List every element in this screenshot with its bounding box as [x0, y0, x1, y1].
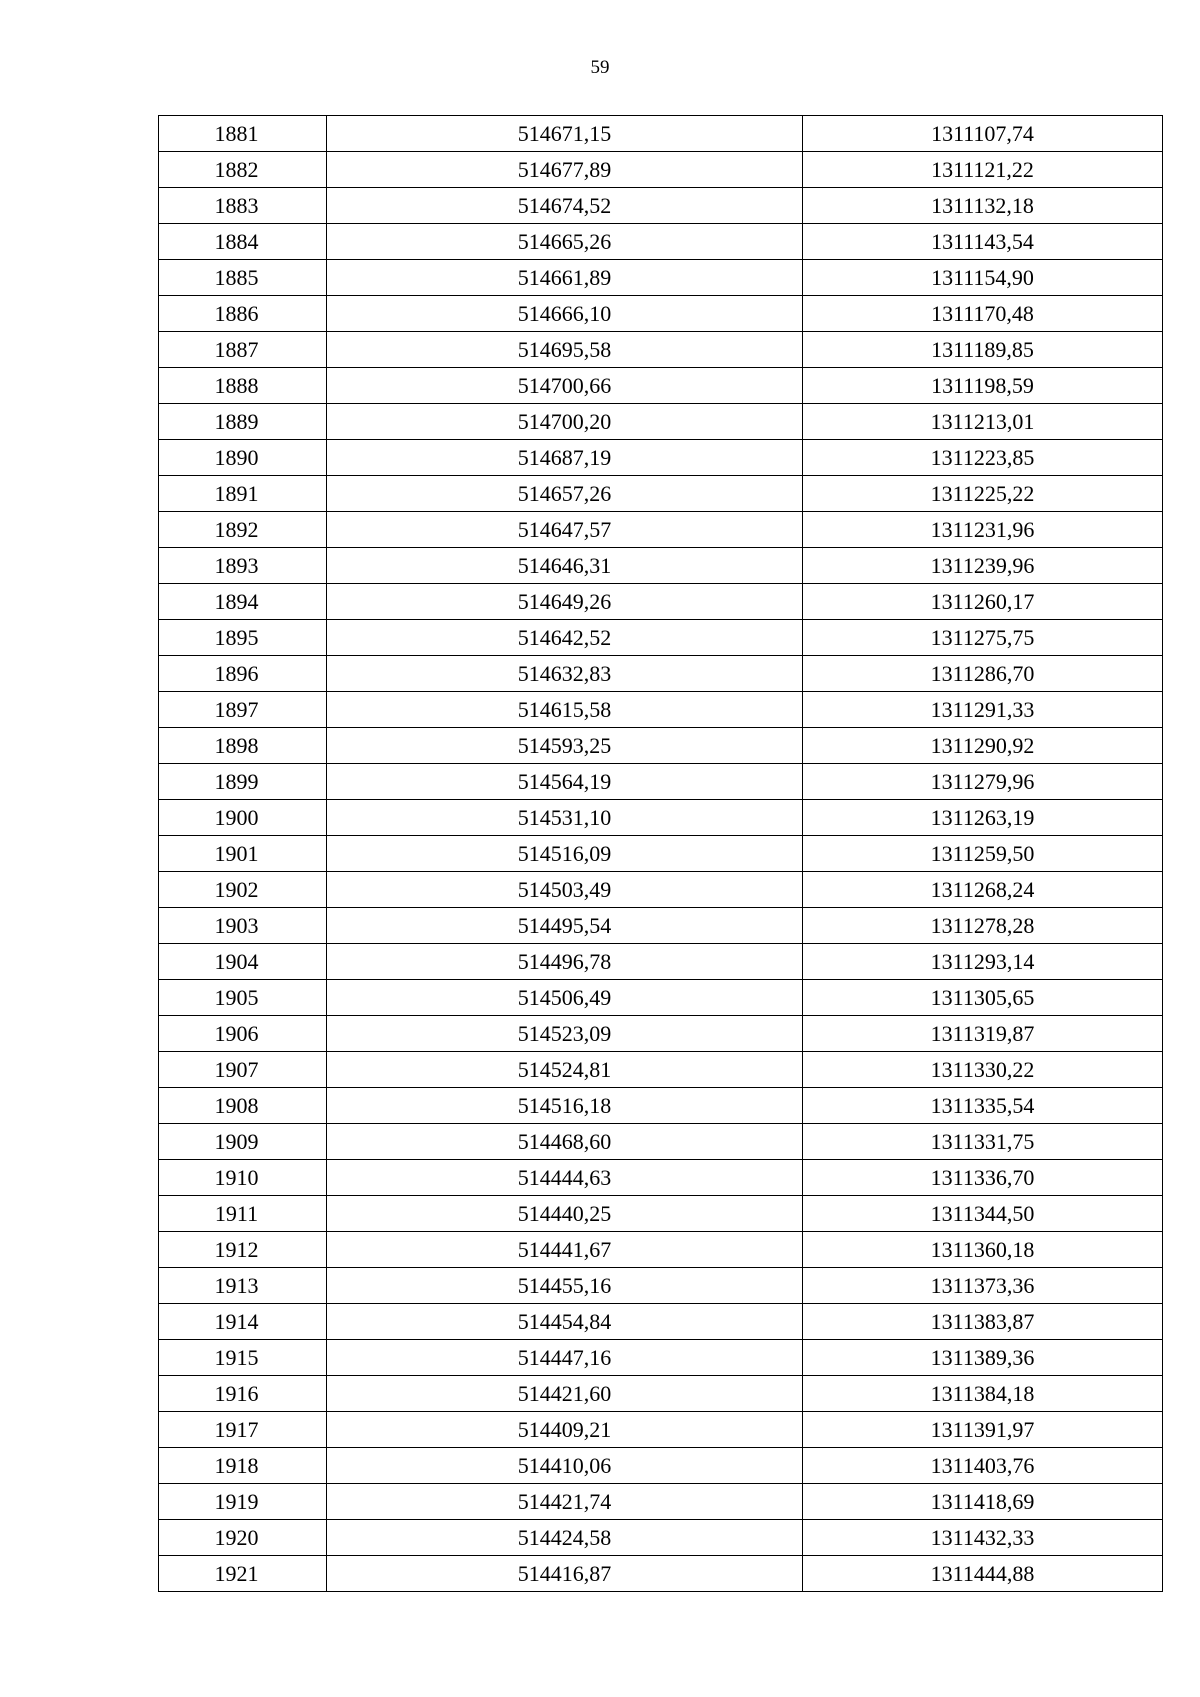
x-coordinate-cell: 514671,15 [327, 116, 803, 152]
y-coordinate-cell: 1311239,96 [803, 548, 1163, 584]
point-number-cell: 1908 [159, 1088, 327, 1124]
point-number-cell: 1899 [159, 764, 327, 800]
point-number-cell: 1919 [159, 1484, 327, 1520]
y-coordinate-cell: 1311279,96 [803, 764, 1163, 800]
table-row [159, 1340, 1163, 1376]
table-row [159, 476, 1163, 512]
table-row [159, 1088, 1163, 1124]
point-number-cell: 1896 [159, 656, 327, 692]
y-coordinate-cell: 1311143,54 [803, 224, 1163, 260]
x-coordinate-cell: 514647,57 [327, 512, 803, 548]
y-coordinate-cell: 1311263,19 [803, 800, 1163, 836]
coordinates-table [158, 115, 1163, 1592]
x-coordinate-cell: 514677,89 [327, 152, 803, 188]
y-coordinate-cell: 1311278,28 [803, 908, 1163, 944]
y-coordinate-cell: 1311290,92 [803, 728, 1163, 764]
y-coordinate-cell: 1311360,18 [803, 1232, 1163, 1268]
point-number-cell: 1890 [159, 440, 327, 476]
point-number-cell: 1897 [159, 692, 327, 728]
table-row [159, 872, 1163, 908]
x-coordinate-cell: 514661,89 [327, 260, 803, 296]
x-coordinate-cell: 514495,54 [327, 908, 803, 944]
table-row [159, 224, 1163, 260]
y-coordinate-cell: 1311403,76 [803, 1448, 1163, 1484]
x-coordinate-cell: 514447,16 [327, 1340, 803, 1376]
x-coordinate-cell: 514440,25 [327, 1196, 803, 1232]
point-number-cell: 1905 [159, 980, 327, 1016]
table-row [159, 584, 1163, 620]
x-coordinate-cell: 514516,09 [327, 836, 803, 872]
table-row [159, 1124, 1163, 1160]
y-coordinate-cell: 1311384,18 [803, 1376, 1163, 1412]
y-coordinate-cell: 1311223,85 [803, 440, 1163, 476]
x-coordinate-cell: 514506,49 [327, 980, 803, 1016]
y-coordinate-cell: 1311383,87 [803, 1304, 1163, 1340]
y-coordinate-cell: 1311344,50 [803, 1196, 1163, 1232]
y-coordinate-cell: 1311330,22 [803, 1052, 1163, 1088]
y-coordinate-cell: 1311275,75 [803, 620, 1163, 656]
y-coordinate-cell: 1311198,59 [803, 368, 1163, 404]
x-coordinate-cell: 514424,58 [327, 1520, 803, 1556]
y-coordinate-cell: 1311225,22 [803, 476, 1163, 512]
y-coordinate-cell: 1311335,54 [803, 1088, 1163, 1124]
x-coordinate-cell: 514674,52 [327, 188, 803, 224]
point-number-cell: 1884 [159, 224, 327, 260]
table-row [159, 1448, 1163, 1484]
point-number-cell: 1883 [159, 188, 327, 224]
y-coordinate-cell: 1311373,36 [803, 1268, 1163, 1304]
x-coordinate-cell: 514454,84 [327, 1304, 803, 1340]
x-coordinate-cell: 514666,10 [327, 296, 803, 332]
page-number: 59 [590, 57, 610, 78]
x-coordinate-cell: 514421,74 [327, 1484, 803, 1520]
table-row [159, 1412, 1163, 1448]
table-row [159, 260, 1163, 296]
x-coordinate-cell: 514410,06 [327, 1448, 803, 1484]
point-number-cell: 1893 [159, 548, 327, 584]
point-number-cell: 1886 [159, 296, 327, 332]
table-row [159, 692, 1163, 728]
coordinates-table-body [159, 116, 1163, 1592]
table-row [159, 1052, 1163, 1088]
y-coordinate-cell: 1311170,48 [803, 296, 1163, 332]
x-coordinate-cell: 514665,26 [327, 224, 803, 260]
y-coordinate-cell: 1311213,01 [803, 404, 1163, 440]
point-number-cell: 1916 [159, 1376, 327, 1412]
table-row [159, 332, 1163, 368]
table-row [159, 800, 1163, 836]
x-coordinate-cell: 514523,09 [327, 1016, 803, 1052]
table-row [159, 404, 1163, 440]
y-coordinate-cell: 1311260,17 [803, 584, 1163, 620]
point-number-cell: 1915 [159, 1340, 327, 1376]
y-coordinate-cell: 1311319,87 [803, 1016, 1163, 1052]
point-number-cell: 1912 [159, 1232, 327, 1268]
table-row [159, 1520, 1163, 1556]
table-row [159, 1484, 1163, 1520]
point-number-cell: 1913 [159, 1268, 327, 1304]
point-number-cell: 1892 [159, 512, 327, 548]
x-coordinate-cell: 514409,21 [327, 1412, 803, 1448]
point-number-cell: 1891 [159, 476, 327, 512]
table-row [159, 728, 1163, 764]
table-row [159, 620, 1163, 656]
table-row [159, 836, 1163, 872]
table-row [159, 440, 1163, 476]
x-coordinate-cell: 514687,19 [327, 440, 803, 476]
x-coordinate-cell: 514503,49 [327, 872, 803, 908]
point-number-cell: 1895 [159, 620, 327, 656]
y-coordinate-cell: 1311331,75 [803, 1124, 1163, 1160]
table-row [159, 1556, 1163, 1592]
point-number-cell: 1907 [159, 1052, 327, 1088]
point-number-cell: 1898 [159, 728, 327, 764]
table-row [159, 1376, 1163, 1412]
point-number-cell: 1888 [159, 368, 327, 404]
table-row [159, 764, 1163, 800]
point-number-cell: 1921 [159, 1556, 327, 1592]
point-number-cell: 1906 [159, 1016, 327, 1052]
x-coordinate-cell: 514531,10 [327, 800, 803, 836]
y-coordinate-cell: 1311259,50 [803, 836, 1163, 872]
point-number-cell: 1918 [159, 1448, 327, 1484]
point-number-cell: 1881 [159, 116, 327, 152]
point-number-cell: 1914 [159, 1304, 327, 1340]
point-number-cell: 1894 [159, 584, 327, 620]
x-coordinate-cell: 514516,18 [327, 1088, 803, 1124]
x-coordinate-cell: 514695,58 [327, 332, 803, 368]
table-row [159, 512, 1163, 548]
point-number-cell: 1889 [159, 404, 327, 440]
point-number-cell: 1909 [159, 1124, 327, 1160]
x-coordinate-cell: 514700,20 [327, 404, 803, 440]
table-row [159, 548, 1163, 584]
table-row [159, 152, 1163, 188]
y-coordinate-cell: 1311286,70 [803, 656, 1163, 692]
point-number-cell: 1885 [159, 260, 327, 296]
x-coordinate-cell: 514416,87 [327, 1556, 803, 1592]
table-row [159, 1016, 1163, 1052]
y-coordinate-cell: 1311418,69 [803, 1484, 1163, 1520]
y-coordinate-cell: 1311444,88 [803, 1556, 1163, 1592]
x-coordinate-cell: 514657,26 [327, 476, 803, 512]
y-coordinate-cell: 1311268,24 [803, 872, 1163, 908]
y-coordinate-cell: 1311432,33 [803, 1520, 1163, 1556]
y-coordinate-cell: 1311389,36 [803, 1340, 1163, 1376]
table-row [159, 908, 1163, 944]
y-coordinate-cell: 1311107,74 [803, 116, 1163, 152]
table-row [159, 188, 1163, 224]
y-coordinate-cell: 1311336,70 [803, 1160, 1163, 1196]
x-coordinate-cell: 514615,58 [327, 692, 803, 728]
point-number-cell: 1901 [159, 836, 327, 872]
point-number-cell: 1900 [159, 800, 327, 836]
point-number-cell: 1910 [159, 1160, 327, 1196]
table-row [159, 1232, 1163, 1268]
x-coordinate-cell: 514444,63 [327, 1160, 803, 1196]
table-row [159, 116, 1163, 152]
x-coordinate-cell: 514496,78 [327, 944, 803, 980]
x-coordinate-cell: 514441,67 [327, 1232, 803, 1268]
x-coordinate-cell: 514421,60 [327, 1376, 803, 1412]
x-coordinate-cell: 514642,52 [327, 620, 803, 656]
table-row [159, 1196, 1163, 1232]
point-number-cell: 1903 [159, 908, 327, 944]
point-number-cell: 1917 [159, 1412, 327, 1448]
point-number-cell: 1882 [159, 152, 327, 188]
y-coordinate-cell: 1311391,97 [803, 1412, 1163, 1448]
table-row [159, 1160, 1163, 1196]
table-row [159, 944, 1163, 980]
x-coordinate-cell: 514649,26 [327, 584, 803, 620]
table-row [159, 656, 1163, 692]
y-coordinate-cell: 1311121,22 [803, 152, 1163, 188]
y-coordinate-cell: 1311291,33 [803, 692, 1163, 728]
y-coordinate-cell: 1311231,96 [803, 512, 1163, 548]
point-number-cell: 1887 [159, 332, 327, 368]
x-coordinate-cell: 514468,60 [327, 1124, 803, 1160]
x-coordinate-cell: 514646,31 [327, 548, 803, 584]
y-coordinate-cell: 1311132,18 [803, 188, 1163, 224]
y-coordinate-cell: 1311189,85 [803, 332, 1163, 368]
y-coordinate-cell: 1311305,65 [803, 980, 1163, 1016]
x-coordinate-cell: 514632,83 [327, 656, 803, 692]
table-row [159, 296, 1163, 332]
table-row [159, 1268, 1163, 1304]
point-number-cell: 1920 [159, 1520, 327, 1556]
y-coordinate-cell: 1311293,14 [803, 944, 1163, 980]
point-number-cell: 1904 [159, 944, 327, 980]
x-coordinate-cell: 514524,81 [327, 1052, 803, 1088]
y-coordinate-cell: 1311154,90 [803, 260, 1163, 296]
table-row [159, 368, 1163, 404]
x-coordinate-cell: 514700,66 [327, 368, 803, 404]
x-coordinate-cell: 514593,25 [327, 728, 803, 764]
table-row [159, 980, 1163, 1016]
point-number-cell: 1911 [159, 1196, 327, 1232]
point-number-cell: 1902 [159, 872, 327, 908]
x-coordinate-cell: 514455,16 [327, 1268, 803, 1304]
table-row [159, 1304, 1163, 1340]
x-coordinate-cell: 514564,19 [327, 764, 803, 800]
